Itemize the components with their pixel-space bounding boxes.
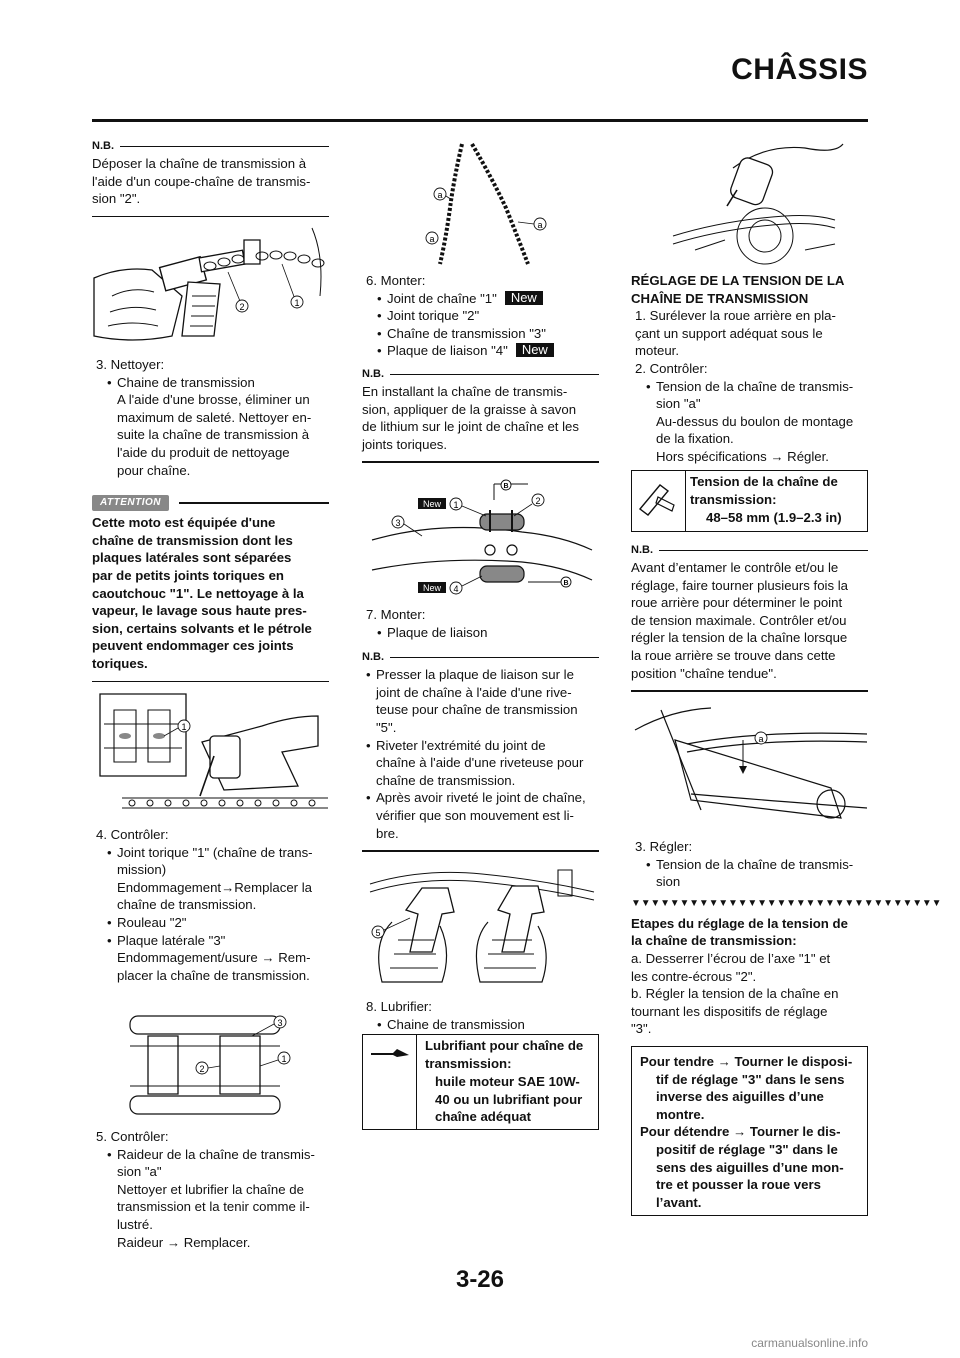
attention-badge: ATTENTION: [92, 495, 169, 511]
attention-text: Cette moto est équipée d'une chaîne de transmission dont les plaques latérales sont séparées par de petits joints toriques en caoutchouc "1". Le nettoyage à la vapeur, le lavage sous haute pres- sion, certains solvants et le pétrole peuvent endommager ces joints toriques.: [92, 515, 312, 671]
procedure-heading: Etapes du réglage de la tension de la chaîne de transmission:: [631, 915, 848, 949]
step-4-result-1: Endommagement→Remplacer la chaîne de transmission.: [117, 879, 312, 913]
nb-heading: N.B.: [631, 544, 868, 557]
step-3-bullet: • Chaine de transmission: [92, 374, 329, 392]
label-2: 2: [535, 496, 541, 506]
step-4-result-3: Endommagement/usure → Rem- placer la chaîne de transmission.: [117, 950, 311, 983]
nb-heading: N.B.: [362, 368, 599, 381]
step-5-text: Nettoyer et lubrifier la chaîne de transmission et la tenir comme il- lustré. Raideur → Remplacer.: [117, 1181, 310, 1250]
column-left-4: [92, 1128, 329, 1251]
label-2: 2: [199, 1064, 205, 1074]
label-b: B: [563, 580, 569, 587]
attention-end-rule: [92, 681, 329, 683]
label-3: 3: [277, 1018, 283, 1028]
substep-a: a. Desserrer l’écrou de l’axe "1" et les contre-écrous "2".: [631, 950, 831, 984]
nb-text: Déposer la chaîne de transmission à l'aide d'un coupe-chaîne de transmis- sion "2".: [92, 156, 311, 207]
nb-end-rule: [92, 216, 329, 218]
label-4: 4: [453, 584, 459, 594]
step-7-title: 7. Monter:: [366, 607, 426, 622]
figure-rivet-tool: [362, 862, 599, 990]
adjustment-direction-box: [631, 1046, 868, 1216]
label-1: 1: [181, 722, 187, 732]
new-badge: New: [422, 583, 442, 593]
step-4-bullet-3: • Plaque latérale "3": [92, 932, 329, 950]
step-2-text: Au-dessus du boulon de montage de la fixation. Hors spécifications → Régler.: [656, 413, 854, 464]
substep-b: b. Régler la tension de la chaîne en tournant les dispositifs de réglage "3".: [631, 986, 839, 1037]
procedure-start-marker: ▼▼▼▼▼▼▼▼▼▼▼▼▼▼▼▼▼▼▼▼▼▼▼▼▼▼▼▼▼▼▼▼: [631, 897, 942, 909]
figure-chain-stiffness: [410, 138, 560, 268]
column-right-3: [631, 838, 942, 1038]
step-2-title: 2. Contrôler:: [635, 360, 708, 376]
nb-end-rule: [362, 850, 599, 852]
nb-end-rule: [362, 461, 599, 463]
step-2-bullet-1: • Tension de la chaîne de transmis- sion "a": [631, 378, 868, 413]
step-8-title: 8. Lubrifier:: [366, 999, 432, 1014]
step-3-text: A l'aide d'une brosse, éliminer un maximum de saleté. Nettoyer en- suite la chaîne de transmission à l'aide du produit de nettoyage pour chaîne.: [117, 392, 312, 478]
column-middle: [362, 272, 599, 463]
label-a: a: [758, 734, 764, 744]
label-a: a: [437, 190, 443, 200]
nb-heading: N.B.: [92, 140, 329, 153]
spec-title: Tension de la chaîne de transmission:: [690, 474, 838, 507]
figure-chain-spray: [92, 686, 329, 814]
nb-heading: N.B.: [362, 651, 599, 664]
column-left: [92, 140, 329, 217]
step-7-bullet-1: • Plaque de liaison: [362, 624, 599, 642]
spec-value: 48–58 mm (1.9–2.3 in): [706, 510, 842, 525]
column-left-3: [92, 826, 329, 984]
page-number: 3-26: [455, 1266, 505, 1293]
step-8-bullet-1: • Chaine de transmission: [362, 1016, 599, 1034]
figure-swingarm-tension: [631, 700, 868, 830]
step-4-bullet-2: • Rouleau "2": [92, 914, 329, 932]
column-left-2: [92, 356, 329, 682]
step-5-bullet-1: • Raideur de la chaîne de transmis- sion "a": [92, 1146, 329, 1181]
nb-text: En installant la chaîne de transmis- sion, appliquer de la graisse à savon de lithium sur le joint de chaîne et les joints toriques.: [362, 383, 579, 452]
label-a: a: [537, 220, 543, 230]
attention-heading: [92, 495, 329, 511]
step-1: 1. Surélever la roue arrière en pla- çant un support adéquat sous le moteur.: [635, 308, 836, 359]
step-6-bullet-4: • Plaque de liaison "4" New: [362, 342, 599, 360]
watermark: carmanualsonline.info: [751, 1336, 868, 1350]
new-badge: New: [422, 499, 442, 509]
tighten-instruction: Pour tendre → Tourner le disposi- tif de réglage "3" dans le sens inverse des aiguilles d’une montre.: [640, 1054, 853, 1122]
new-badge: New: [516, 343, 554, 357]
step-6-bullet-1: • Joint de chaîne "1" New: [362, 290, 599, 308]
column-right: [631, 272, 868, 466]
label-a: a: [429, 234, 435, 244]
section-heading: RÉGLAGE DE LA TENSION DE LA CHAÎNE DE TRANSMISSION: [631, 273, 845, 306]
nb-text: Avant d’entamer le contrôle et/ou le réglage, faire tourner plusieurs fois la roue arrière pour déterminer le point de tension maximale. Contrôler et/ou régler la tension de la chaîne lorsque la roue arrière se trouve dans cette position "chaîne tendue".: [631, 560, 848, 681]
chain-tension-spec-box: [631, 470, 868, 532]
loosen-instruction: Pour détendre → Tourner le dis- positif de réglage "3" dans le sens des aiguilles d’une mon- tre et pousser la roue vers l’avant.: [640, 1124, 844, 1210]
label-3: 3: [395, 518, 401, 528]
new-badge: New: [505, 291, 543, 305]
ruler-icon: [632, 471, 686, 531]
label-2: 2: [239, 302, 245, 312]
lubricant-spec-box: [362, 1034, 599, 1130]
step-4-bullet-1: • Joint torique "1" (chaîne de trans- mission): [92, 844, 329, 879]
nb-end-rule: [631, 690, 868, 692]
figure-chain-cutter: [92, 226, 329, 348]
label-5: 5: [375, 928, 381, 938]
label-1: 1: [281, 1054, 287, 1064]
nb-bullet-3: • Après avoir riveté le joint de chaîne, vérifier que son mouvement est li- bre.: [362, 789, 599, 842]
nb-bullet-2: • Riveter l'extrémité du joint de chaîne à l'aide d'une riveteuse pour chaîne de transmission.: [362, 737, 599, 790]
figure-master-link: [362, 470, 599, 598]
header-rule: [92, 119, 868, 122]
label-1: 1: [453, 500, 459, 510]
page-title: CHÂSSIS: [731, 53, 868, 86]
step-5-title: 5. Contrôler:: [96, 1129, 169, 1144]
step-3-bullet-1: • Tension de la chaîne de transmis- sion: [631, 856, 868, 891]
column-middle-2: [362, 606, 599, 852]
lubricant-value: huile moteur SAE 10W- 40 ou un lubrifiant pour chaîne adéquat: [435, 1074, 583, 1125]
step-6-bullet-3: • Chaîne de transmission "3": [362, 325, 599, 343]
lubricant-title: Lubrifiant pour chaîne de transmission:: [425, 1038, 584, 1071]
step-6-bullet-2: • Joint torique "2": [362, 307, 599, 325]
step-4-title: 4. Contrôler:: [96, 827, 169, 842]
figure-chain-links: [120, 1006, 310, 1122]
column-right-2: [631, 544, 868, 692]
step-6-title: 6. Monter:: [366, 273, 426, 288]
label-b: B: [503, 483, 509, 490]
step-3-title: 3. Régler:: [635, 839, 693, 854]
oil-can-icon: [363, 1035, 417, 1129]
column-middle-3: [362, 998, 599, 1033]
step-3-title: 3. Nettoyer:: [96, 357, 165, 372]
label-1: 1: [294, 298, 300, 308]
figure-chain-lubrication: [665, 140, 845, 260]
nb-bullet-1: • Presser la plaque de liaison sur le joint de chaîne à l'aide d'une rive- teuse pour chaîne de transmission "5".: [362, 666, 599, 736]
